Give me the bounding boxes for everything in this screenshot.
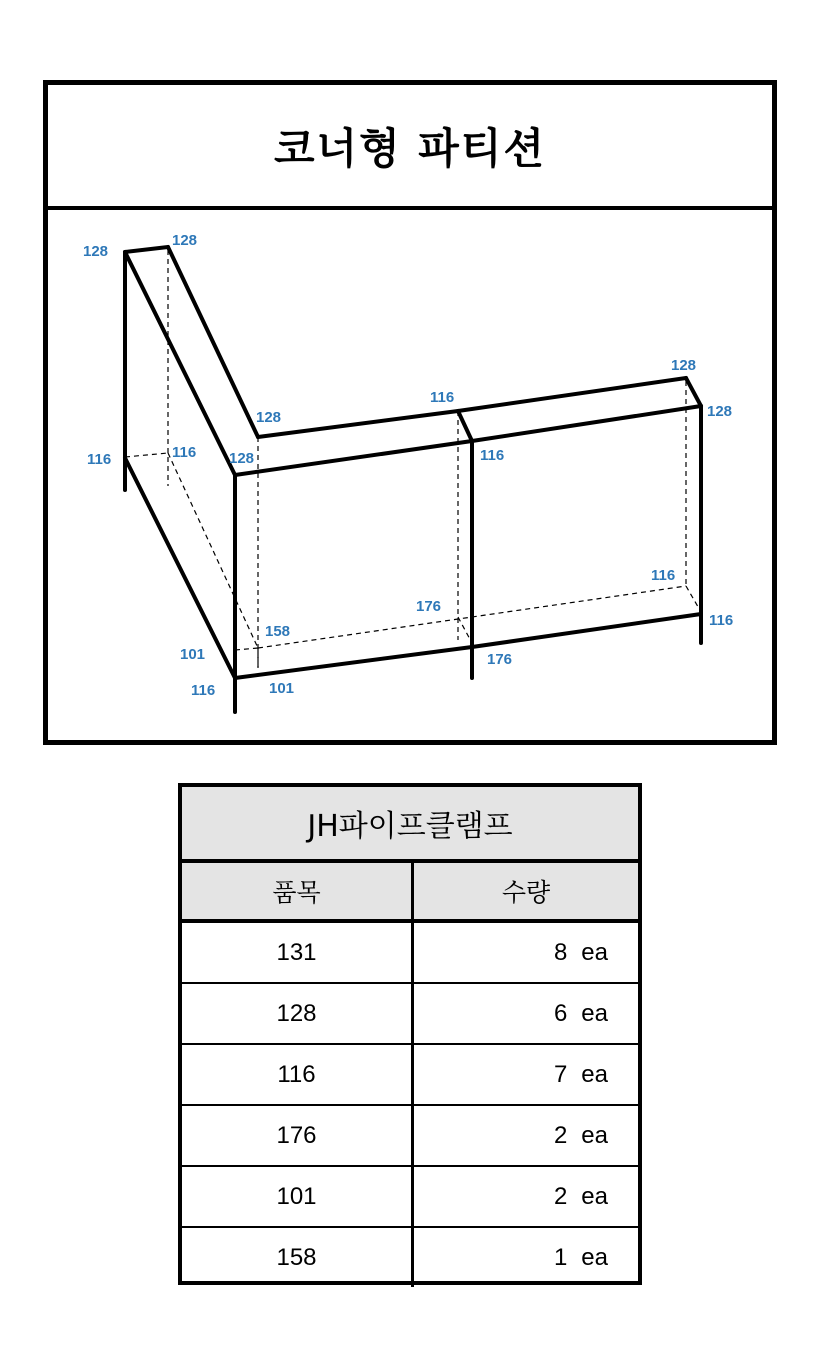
page-title: 코너형 파티션 [273, 123, 547, 173]
qty-unit: ea [581, 1121, 608, 1149]
item-column-header: 품목 [182, 863, 413, 921]
parts-table-title: JH파이프클램프 [182, 787, 638, 863]
partition-frame-diagram [43, 80, 777, 745]
table-row [182, 921, 638, 983]
dimension-label: 176 [416, 598, 442, 615]
hidden-rail [686, 586, 701, 612]
top-rail [125, 247, 168, 252]
dimension-label: 116 [651, 567, 676, 584]
top-rail [458, 411, 472, 441]
top-rail [125, 252, 235, 475]
hidden-rail [458, 617, 472, 643]
item-cell: 128 [182, 983, 413, 1044]
qty-value: 1 [553, 1243, 568, 1271]
bottom-rail [235, 647, 472, 678]
hidden-rail [168, 453, 258, 648]
dimension-label: 116 [87, 451, 112, 468]
qty-cell [413, 1105, 639, 1166]
dimension-label: 128 [83, 243, 109, 260]
parts-table [182, 863, 638, 1287]
item-cell: 101 [182, 1166, 413, 1227]
qty-value: 8 [553, 938, 568, 966]
top-rail [235, 441, 472, 475]
item-cell: 176 [182, 1105, 413, 1166]
qty-value: 2 [553, 1121, 568, 1149]
dimension-label: 176 [487, 651, 513, 668]
qty-value: 2 [553, 1182, 568, 1210]
hidden-edges [125, 250, 701, 668]
qty-unit: ea [581, 999, 608, 1027]
qty-cell [413, 1166, 639, 1227]
table-row [182, 1105, 638, 1166]
dimension-label: 128 [671, 357, 697, 374]
top-rail [258, 411, 458, 437]
table-header-row [182, 863, 638, 921]
dimension-label: 116 [172, 444, 197, 461]
dimension-label: 101 [269, 680, 295, 697]
top-rail [686, 378, 701, 406]
dimension-label: 116 [709, 612, 734, 629]
item-cell: 116 [182, 1044, 413, 1105]
dimension-label: 158 [265, 623, 291, 640]
qty-unit: ea [581, 1182, 608, 1210]
qty-cell [413, 1044, 639, 1105]
qty-value: 6 [553, 999, 568, 1027]
qty-cell [413, 1227, 639, 1287]
partition-panel [43, 80, 777, 745]
hidden-rail [125, 453, 168, 457]
qty-value: 7 [553, 1060, 568, 1088]
frame-edges [125, 247, 701, 712]
table-row [182, 1227, 638, 1287]
item-cell: 158 [182, 1227, 413, 1287]
bottom-rail [125, 458, 235, 678]
qty-column-header: 수량 [413, 863, 639, 921]
top-rail [458, 378, 686, 411]
table-row [182, 1166, 638, 1227]
top-rail [168, 247, 258, 437]
hidden-rail [235, 648, 258, 650]
qty-unit: ea [581, 1060, 608, 1088]
table-row [182, 1044, 638, 1105]
qty-cell [413, 921, 639, 983]
dimension-label: 128 [229, 450, 255, 467]
dimension-labels [83, 232, 733, 699]
qty-unit: ea [581, 1243, 608, 1271]
qty-unit: ea [581, 938, 608, 966]
top-rail [472, 406, 701, 441]
parts-table-box [178, 783, 642, 1285]
bottom-rail [472, 614, 701, 647]
dimension-label: 128 [172, 232, 198, 249]
dimension-label: 101 [180, 646, 206, 663]
dimension-label: 116 [191, 682, 216, 699]
dimension-label: 116 [480, 447, 505, 464]
qty-cell [413, 983, 639, 1044]
dimension-label: 116 [430, 389, 455, 406]
item-cell: 131 [182, 921, 413, 983]
dimension-label: 128 [256, 409, 282, 426]
table-row [182, 983, 638, 1044]
dimension-label: 128 [707, 403, 733, 420]
